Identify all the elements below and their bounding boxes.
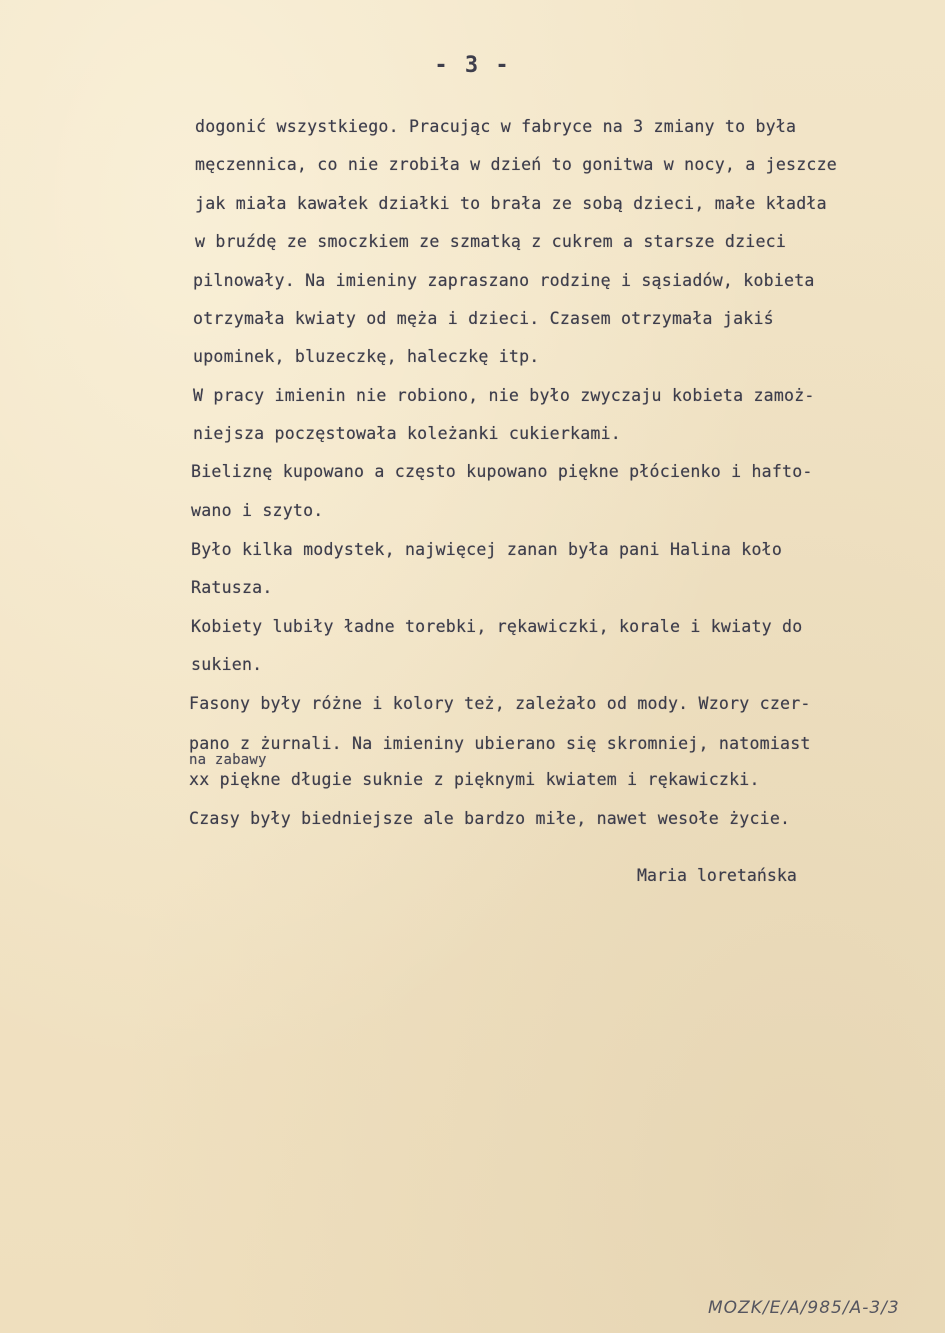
signature: Maria loretańska	[637, 866, 797, 885]
text-line-12: Było kilka modystek, najwięcej zanan była pani Halina koło	[191, 540, 783, 559]
page-number: - 3 -	[434, 53, 511, 78]
text-line-2: męczennica, co nie zrobiła w dzień to gonitwa w nocy, a jeszcze	[195, 155, 837, 174]
text-line-8: W pracy imienin nie robiono, nie było zwyczaju kobieta zamoż-	[193, 386, 815, 405]
text-line-19: xx piękne długie suknie z pięknymi kwiatem i rękawiczki.	[189, 770, 760, 789]
text-line-9: niejsza poczęstowała koleżanki cukierkami.	[193, 424, 621, 443]
archive-reference: MOZK/E/A/985/A-3/3	[708, 1298, 900, 1318]
text-line-10: Bieliznę kupowano a często kupowano piękne płócienko i hafto-	[191, 462, 813, 481]
text-line-16: Fasony były różne i kolory też, zależało od mody. Wzory czer-	[189, 694, 811, 713]
text-line-14: Kobiety lubiły ładne torebki, rękawiczki, korale i kwiaty do	[191, 617, 803, 636]
text-line-4: w bruźdę ze smoczkiem ze szmatką z cukrem a starsze dzieci	[195, 232, 787, 251]
text-line-3: jak miała kawałek działki to brała ze sobą dzieci, małe kładła	[195, 194, 827, 213]
text-line-6: otrzymała kwiaty od męża i dzieci. Czasem otrzymała jakiś	[193, 309, 774, 328]
text-line-15: sukien.	[191, 655, 263, 674]
text-line-1: dogonić wszystkiego. Pracując w fabryce na 3 zmiany to była	[195, 117, 797, 136]
text-line-11: wano i szyto.	[191, 501, 324, 520]
text-line-17: pano z żurnali. Na imieniny ubierano się skromniej, natomiast	[189, 734, 811, 753]
text-line-7: upominek, bluzeczkę, haleczkę itp.	[193, 347, 540, 366]
text-line-5: pilnowały. Na imieniny zapraszano rodzinę i sąsiadów, kobieta	[193, 271, 815, 290]
text-line-13: Ratusza.	[191, 578, 273, 597]
text-line-20: Czasy były biedniejsze ale bardzo miłe, nawet wesołe życie.	[189, 809, 791, 828]
text-line-18-insert: na zabawy	[189, 752, 267, 768]
